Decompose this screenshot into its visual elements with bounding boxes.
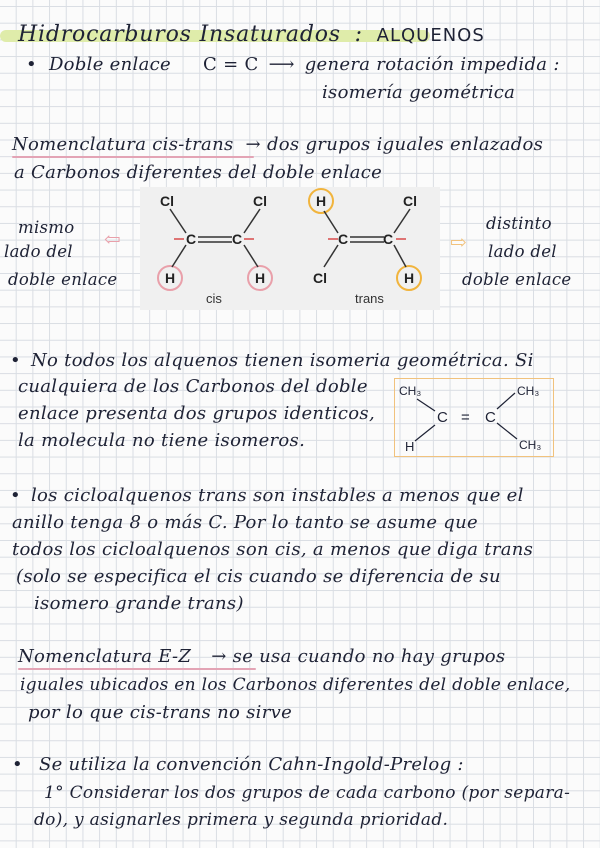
page-title [18, 24, 485, 46]
ciclo-line-5: isomero grande trans) [34, 593, 244, 614]
ch3-top-left: CH₃ [399, 384, 422, 398]
cis-trans-heading-line [12, 136, 543, 154]
cis-trans-heading: Nomenclatura cis-trans [12, 134, 234, 155]
trans-label: trans [355, 291, 384, 306]
trans-bond-h-bottom [394, 245, 406, 267]
cip-line-1 [12, 756, 464, 774]
c-left: C [437, 409, 448, 426]
cis-bond-cl-right [244, 209, 260, 233]
bullet: • [10, 350, 21, 371]
cis-bond-cl-left [170, 209, 186, 233]
bond-bl [415, 425, 435, 441]
cis-bond-h-right [244, 245, 258, 267]
left-note-1: mismo [18, 218, 75, 237]
cis-atom-c-right: C [232, 231, 243, 247]
ciclo-line-4: (solo se especifica el cis cuando se diferencia de su [16, 566, 501, 587]
h-bottom-left: H [405, 439, 415, 454]
molecule-diagram [140, 187, 440, 310]
intro-line-1 [26, 56, 560, 74]
bullet: • [12, 754, 23, 775]
cis-trans-diagram [140, 187, 440, 310]
left-note-2: lado del [4, 242, 73, 261]
cip-line-3: do), y asignarles primera y segunda prioridad. [34, 810, 449, 830]
title-colon: : [354, 22, 363, 47]
cis-trans-underline [12, 156, 254, 158]
ez-line-3: por lo que cis-trans no sirve [28, 702, 293, 723]
trans-bond-h-top [324, 211, 338, 233]
right-note-2: lado del [488, 242, 557, 261]
example-molecule-box [394, 378, 554, 457]
ciclo-line-3: todos los cicloalquenos son cis, a menos que diga trans [12, 539, 534, 560]
intro-line-2: isomería geométrica [322, 82, 516, 103]
intro-rotation: genera rotación impedida : [304, 54, 560, 75]
ez-heading-rest: → se usa cuando no hay grupos [211, 646, 506, 667]
trans-atom-c-right: C [383, 231, 394, 247]
cis-trans-heading-rest: → dos grupos iguales enlazados [245, 134, 544, 155]
example-molecule [395, 379, 555, 458]
ch3-top-right: CH₃ [517, 384, 540, 398]
right-note-3: doble enlace [462, 270, 572, 289]
bond-tr [497, 393, 515, 409]
cis-atom-h-right: H [255, 270, 266, 286]
geom-line-4: la molecula no tiene isomeros. [18, 430, 306, 451]
cis-atom-h-left: H [165, 270, 176, 286]
trans-atom-h-bottom: H [404, 270, 415, 286]
left-arrow-icon: ⇦ [104, 227, 121, 251]
cis-bond-h-left [172, 245, 186, 267]
geom-line-1 [10, 352, 534, 370]
bullet: • [26, 54, 37, 75]
arrow-icon: ⟶ [268, 54, 295, 75]
bond-br [497, 423, 517, 439]
cis-label: cis [206, 291, 222, 306]
geom-line-2: cualquiera de los Carbonos del doble [18, 376, 368, 397]
left-note-3: doble enlace [8, 270, 118, 289]
ez-heading: Nomenclatura E-Z [18, 646, 192, 667]
trans-bond-cl-bottom [324, 245, 338, 267]
ez-line-2: iguales ubicados en los Carbonos diferentes del doble enlace, [20, 675, 571, 695]
geom-line-1-text: No todos los alquenos tienen isomeria geométrica. Si [30, 350, 534, 371]
cis-atom-cl-right: Cl [253, 193, 267, 209]
intro-cc: C = C [202, 54, 259, 75]
ez-heading-line [18, 648, 505, 666]
ez-underline [18, 668, 256, 670]
ciclo-line-1-text: los cicloalquenos trans son instables a menos que el [30, 485, 524, 506]
trans-atom-h-top: H [316, 193, 327, 209]
trans-bond-cl-top [394, 209, 410, 233]
right-note-1: distinto [486, 214, 552, 233]
title-part2: ALQUENOS [376, 25, 485, 46]
trans-atom-cl-bottom: Cl [313, 270, 327, 286]
ciclo-line-2: anillo tenga 8 o más C. Por lo tanto se asume que [12, 512, 478, 533]
cip-line-1-text: Se utiliza la convención Cahn-Ingold-Prelog : [38, 754, 464, 775]
cis-trans-line-2: a Carbonos diferentes del doble enlace [14, 162, 383, 183]
right-arrow-icon: ⇨ [450, 230, 467, 254]
equals: = [461, 409, 470, 426]
bond-tl [417, 399, 435, 411]
ch3-bottom-right: CH₃ [519, 438, 542, 452]
cip-line-2: 1° Considerar los dos grupos de cada carbono (por separa- [44, 783, 571, 803]
ciclo-line-1 [10, 487, 524, 505]
cis-atom-c-left: C [186, 231, 197, 247]
c-right: C [485, 409, 496, 426]
trans-atom-c-left: C [338, 231, 349, 247]
geom-line-3: enlace presenta dos grupos identicos, [18, 403, 375, 424]
bullet: • [10, 485, 21, 506]
cis-atom-cl-left: Cl [160, 193, 174, 209]
trans-atom-cl-top: Cl [403, 193, 417, 209]
title-part1: Hidrocarburos Insaturados [18, 22, 341, 47]
intro-double-bond: Doble enlace [48, 54, 171, 75]
